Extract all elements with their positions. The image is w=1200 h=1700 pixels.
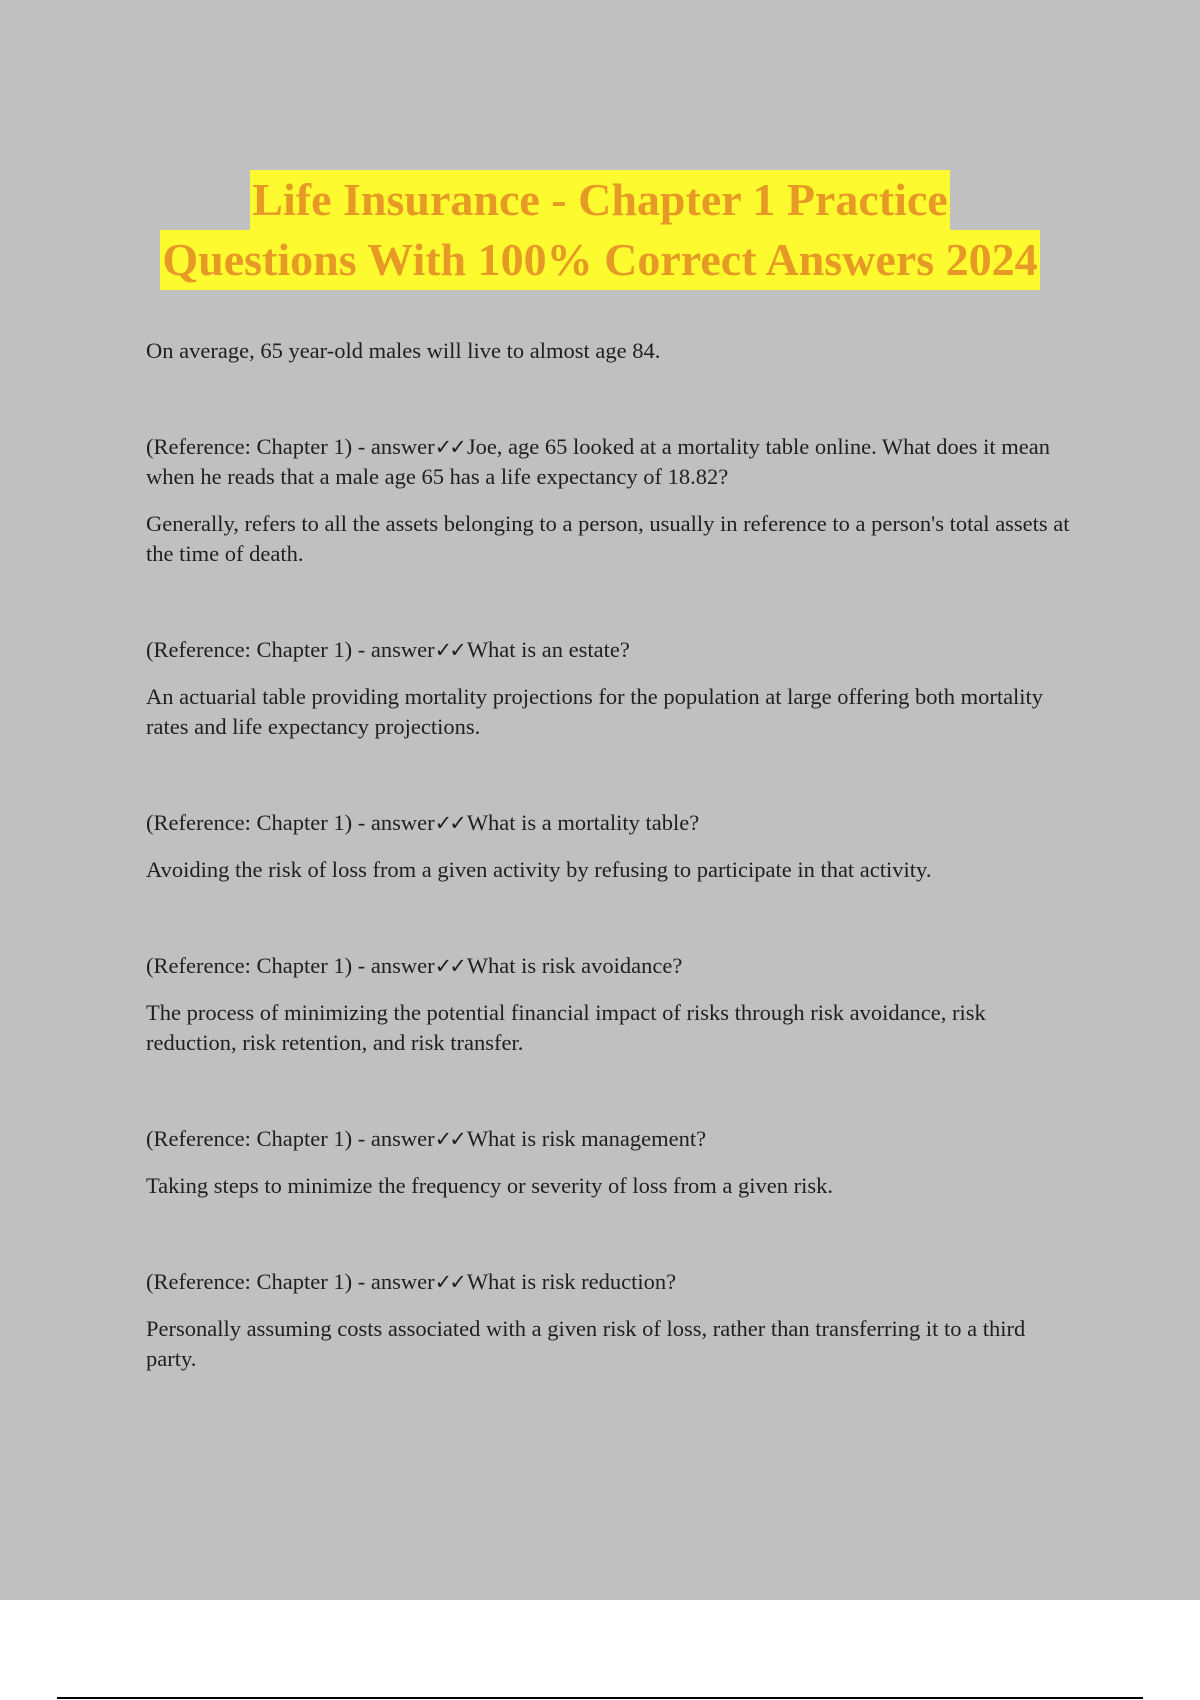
- document-content: [146, 336, 1076, 1374]
- answer-paragraph-4: The process of minimizing the potential financial impact of risks through risk avoidance, risk reduction, risk retention, and risk transfer.: [146, 1000, 986, 1055]
- reference-label: (Reference: Chapter 1) - answer: [146, 1126, 435, 1151]
- answer-paragraph-1: Generally, refers to all the assets belonging to a person, usually in reference to a person's total assets at the time of death.: [146, 511, 1070, 566]
- reference-label: (Reference: Chapter 1) - answer: [146, 810, 435, 835]
- check-mark-icon: ✓✓: [434, 811, 464, 835]
- intro-paragraph: On average, 65 year-old males will live to almost age 84.: [146, 338, 661, 363]
- title-line-2: Questions With 100% Correct Answers 2024: [160, 230, 1039, 290]
- check-mark-icon: ✓✓: [434, 1127, 464, 1151]
- check-mark-icon: ✓✓: [434, 954, 464, 978]
- question-line-4: [146, 951, 1076, 981]
- question-line-1: [146, 432, 1076, 492]
- reference-label: (Reference: Chapter 1) - answer: [146, 637, 435, 662]
- question-line-6: [146, 1267, 1076, 1297]
- reference-label: (Reference: Chapter 1) - answer: [146, 434, 435, 459]
- answer-paragraph-6: Personally assuming costs associated with a given risk of loss, rather than transferring it to a third party.: [146, 1316, 1026, 1371]
- question-text: What is risk management?: [466, 1126, 707, 1151]
- question-line-3: [146, 808, 1076, 838]
- check-mark-icon: ✓✓: [434, 638, 464, 662]
- question-line-2: [146, 635, 1076, 665]
- answer-paragraph-5: Taking steps to minimize the frequency or severity of loss from a given risk.: [146, 1173, 834, 1198]
- title-line-1: Life Insurance - Chapter 1 Practice: [250, 170, 949, 230]
- question-text: Joe, age 65 looked at a mortality table online. What does it mean when he reads that a male age 65 has a life expectancy of 18.82?: [146, 434, 1050, 489]
- answer-paragraph-3: Avoiding the risk of loss from a given activity by refusing to participate in that activity.: [146, 857, 932, 882]
- page-title: [0, 170, 1200, 290]
- question-text: What is risk reduction?: [466, 1269, 677, 1294]
- question-line-5: [146, 1124, 1076, 1154]
- reference-label: (Reference: Chapter 1) - answer: [146, 1269, 435, 1294]
- question-text: What is risk avoidance?: [466, 953, 683, 978]
- check-mark-icon: ✓✓: [434, 1270, 464, 1294]
- answer-paragraph-2: An actuarial table providing mortality projections for the population at large offering both mortality rates and life expectancy projections.: [146, 684, 1044, 739]
- footer-rule: [57, 1697, 1143, 1699]
- question-text: What is an estate?: [466, 637, 630, 662]
- check-mark-icon: ✓✓: [434, 435, 464, 459]
- spacer: [146, 366, 1076, 432]
- question-text: What is a mortality table?: [466, 810, 700, 835]
- reference-label: (Reference: Chapter 1) - answer: [146, 953, 435, 978]
